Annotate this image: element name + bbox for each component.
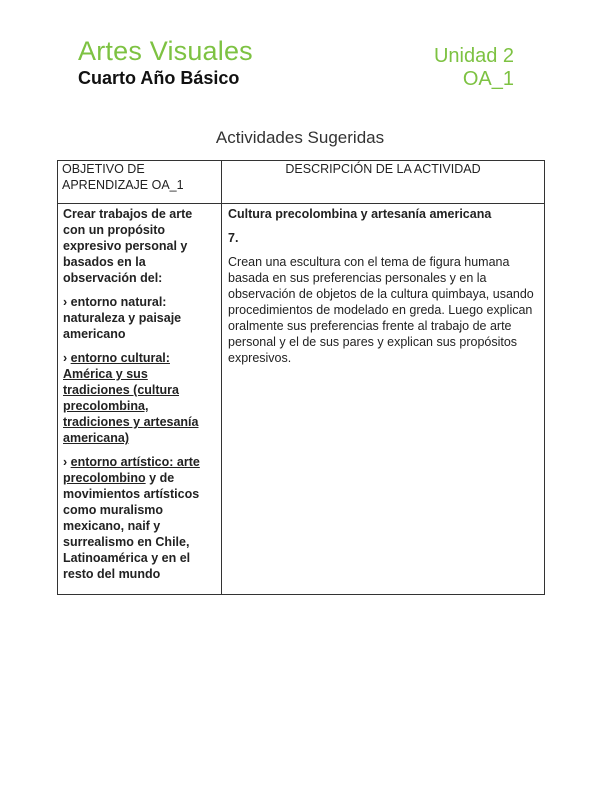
item-text: entorno natural: naturaleza y paisaje americano — [63, 295, 182, 341]
item-text-underlined: entorno artístico: arte precolombino — [63, 455, 200, 485]
bullet-marker: › — [63, 351, 71, 365]
table-header-row — [58, 161, 545, 204]
section-title: Actividades Sugeridas — [215, 128, 385, 147]
actividad-cell — [222, 204, 545, 595]
item-connector: y — [145, 471, 160, 485]
actividad-number: 7. — [228, 231, 239, 245]
document-subtitle: Cuarto Año Básico — [78, 68, 240, 88]
item-text: entorno cultural: América y sus tradiciones (cultura precolombina, tradiciones y artesanía americana) — [63, 351, 199, 445]
activity-table — [57, 160, 545, 595]
bullet-marker: › — [63, 455, 71, 469]
objetivo-item-natural — [63, 294, 216, 342]
oa-label: OA_1 — [462, 68, 514, 90]
header-objetivo: OBJETIVO DE APRENDIZAJE OA_1 — [58, 161, 222, 204]
objetivo-cell — [58, 204, 222, 595]
actividad-title: Cultura precolombina y artesanía americana — [228, 207, 492, 221]
unit-label: Unidad 2 — [433, 45, 514, 67]
item-text-rest: de movimientos artísticos como muralismo mexicano, naif y surrealismo en Chile, Latinoamérica y en el resto del mundo — [63, 471, 200, 581]
header-descripcion: DESCRIPCIÓN DE LA ACTIVIDAD — [222, 161, 545, 204]
document-title: Artes Visuales — [78, 36, 253, 66]
objetivo-item-cultural — [63, 350, 216, 446]
bullet-marker: › — [63, 295, 71, 309]
table-row — [58, 204, 545, 595]
objetivo-item-artistico — [63, 454, 216, 582]
actividad-description: Crean una escultura con el tema de figura humana basada en sus preferencias personales y en la observación de objetos de la cultura quimbaya, usando procedimientos de modelado en greda. Luego explican oralmente sus preferencias frente al trabajo de arte personal y el de sus pares y explican sus propósitos expresivos. — [228, 255, 534, 365]
objetivo-intro: Crear trabajos de arte con un propósito expresivo personal y basados en la observación del: — [63, 207, 193, 285]
